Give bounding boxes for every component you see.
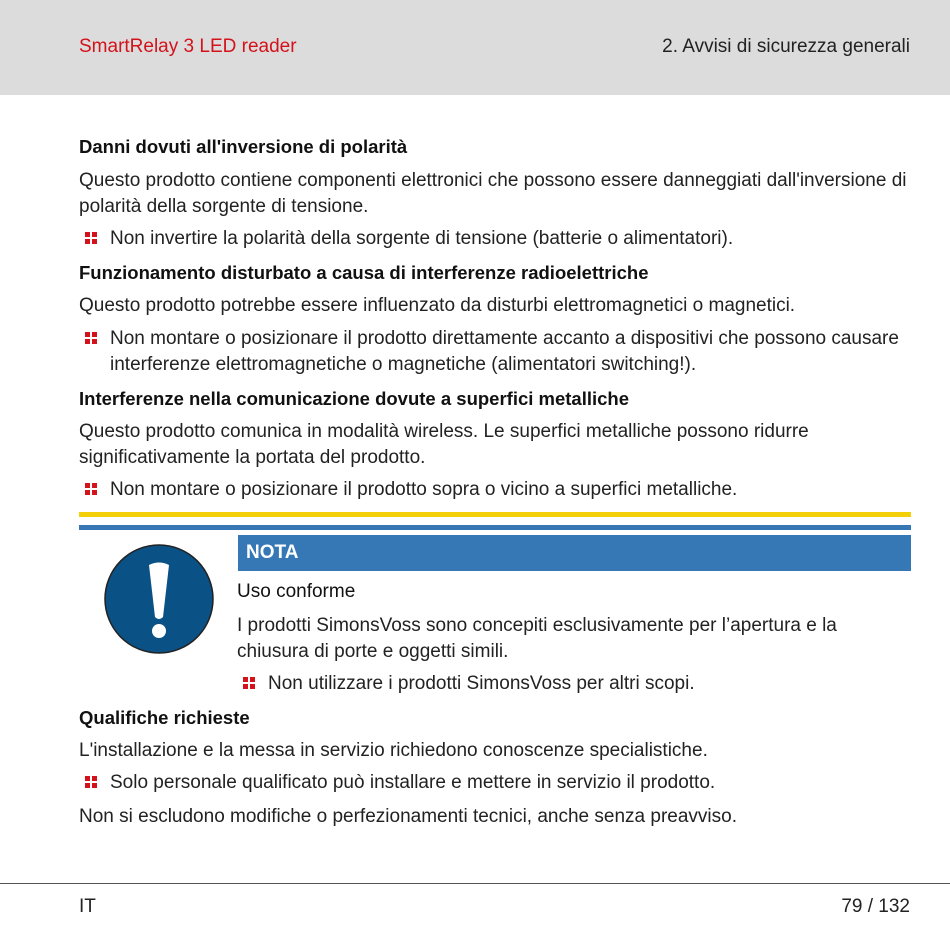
bullet-icon — [85, 776, 97, 788]
bullet-qualifications-text: Solo personale qualificato può installare e mettere in servizio il prodotto. — [110, 772, 716, 793]
note-bullet-text: Non utilizzare i prodotti SimonsVoss per altri scopi. — [268, 673, 695, 694]
note-paragraph: I prodotti SimonsVoss sono concepiti esclusivamente per l’apertura e la chiusura di porte e oggetti simili. — [237, 615, 837, 662]
heading-metal: Interferenze nella comunicazione dovute a superfici metalliche — [79, 388, 630, 409]
page-header — [0, 0, 950, 95]
heading-interference: Funzionamento disturbato a causa di interferenze radioelettriche — [79, 262, 649, 283]
divider-blue — [79, 525, 911, 530]
document-title: SmartRelay 3 LED reader — [79, 36, 297, 57]
exclamation-circle-icon — [103, 543, 215, 655]
bullet-interference-text: Non montare o posizionare il prodotto direttamente accanto a dispositivi che possono causare interferenze elettromagnetiche o magnetiche (alimentatori switching!). — [110, 328, 899, 375]
bullet-polarity-text: Non invertire la polarità della sorgente di tensione (batterie o alimentatori). — [110, 228, 734, 249]
bullet-qualifications — [79, 770, 911, 796]
note-bullet — [237, 671, 911, 697]
bullet-icon — [85, 332, 97, 344]
heading-polarity: Danni dovuti all'inversione di polarità — [79, 136, 408, 157]
heading-qualifications: Qualifiche richieste — [79, 707, 250, 728]
footer-language: IT — [79, 896, 96, 917]
section-title: 2. Avvisi di sicurezza generali — [662, 36, 910, 57]
closing-paragraph: Non si escludono modifiche o perfezionamenti tecnici, anche senza preavviso. — [79, 806, 737, 827]
divider-yellow — [79, 512, 911, 517]
bullet-metal-text: Non montare o posizionare il prodotto sopra o vicino a superfici metalliche. — [110, 479, 738, 500]
paragraph-polarity: Questo prodotto contiene componenti elettronici che possono essere danneggiati dall'inversione di polarità della sorgente di tensione. — [79, 170, 907, 217]
bullet-interference — [79, 326, 911, 378]
bullet-polarity — [79, 226, 911, 252]
bullet-icon — [85, 232, 97, 244]
bullet-icon — [85, 483, 97, 495]
paragraph-qualifications: L'installazione e la messa in servizio richiedono conoscenze specialistiche. — [79, 740, 708, 761]
note-label: NOTA — [238, 535, 911, 571]
paragraph-interference: Questo prodotto potrebbe essere influenzato da disturbi elettromagnetici o magnetici. — [79, 295, 796, 316]
paragraph-metal: Questo prodotto comunica in modalità wireless. Le superfici metalliche possono ridurre significativamente la portata del prodotto. — [79, 421, 809, 468]
bullet-metal — [79, 477, 911, 503]
footer-divider — [0, 883, 950, 884]
note-heading: Uso conforme — [237, 581, 356, 602]
bullet-icon — [243, 677, 255, 689]
page-number: 79 / 132 — [841, 896, 910, 917]
